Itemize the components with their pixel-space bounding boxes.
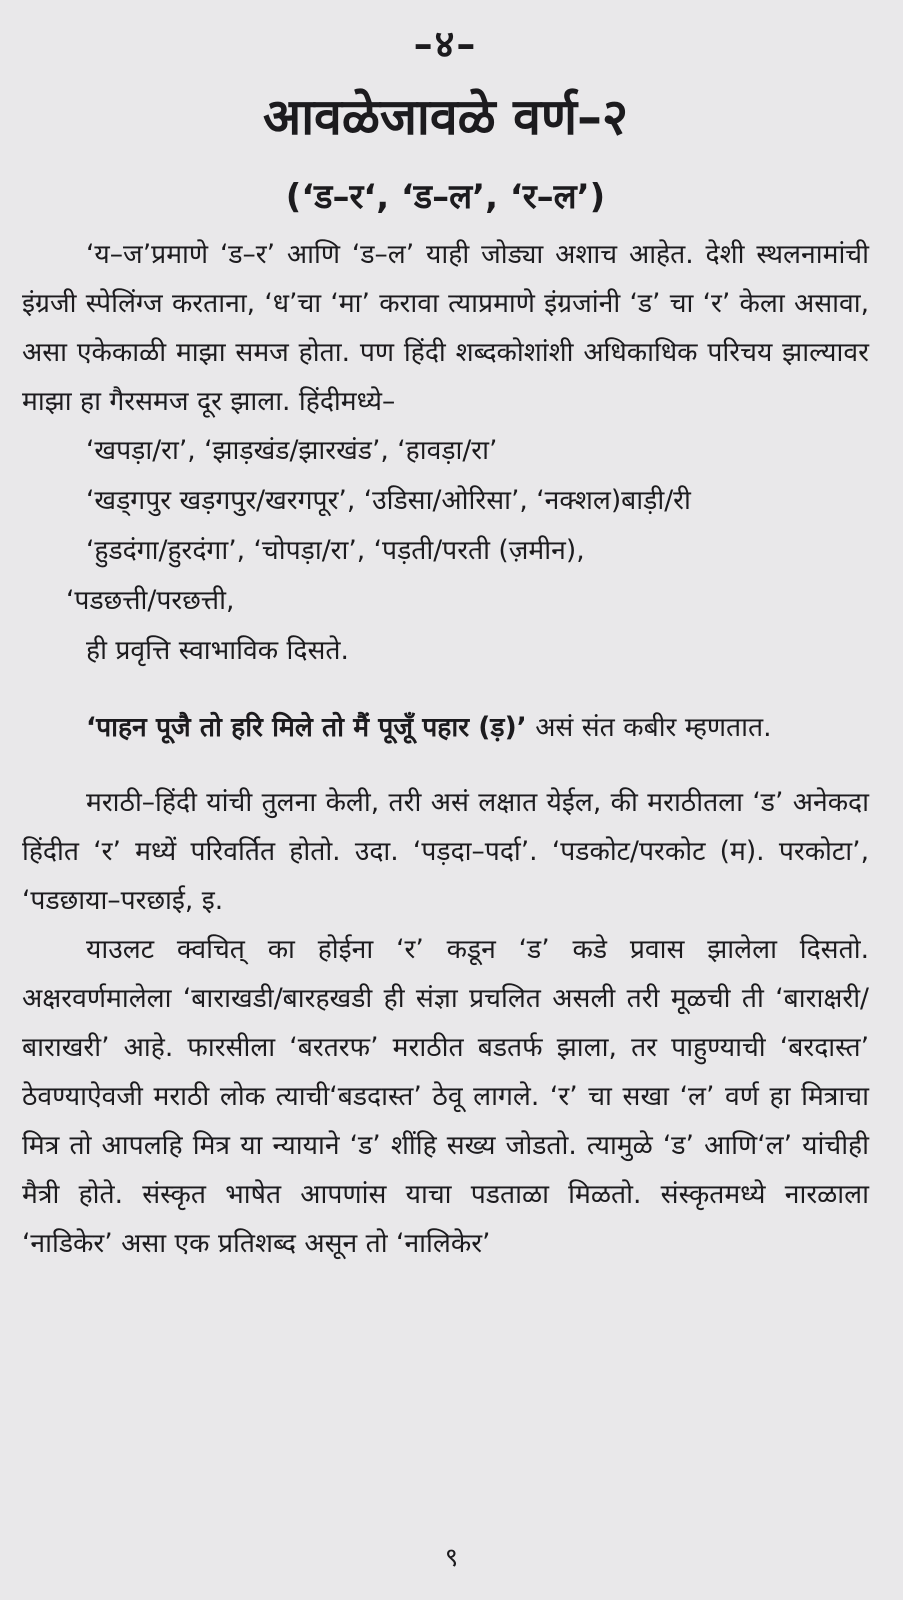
kabir-quote: ‘पाहन पूजै तो हरि मिले तो मैं पूजूँ पहार (ड़)’ [86, 711, 527, 743]
example-conclusion: ही प्रवृत्ति स्वाभाविक दिसते. [86, 635, 349, 666]
page-number: ९ [444, 1543, 459, 1573]
kabir-quote-attribution: असं संत कबीर म्हणतात. [526, 711, 772, 743]
kabir-quote-paragraph [22, 703, 869, 752]
paragraph-comparison: मराठी–हिंदी यांची तुलना केली, तरी असं लक्षात येईल, की मराठीतला ‘ड’ अनेकदा हिंदीत ‘र’ मध्यें परिवर्तित होतो. उदा. ‘पड़दा–पर्दा’. ‘पडकोट/परकोट (म). परकोटा’, ‘पडछाया–परछाई, इ. [22, 787, 869, 916]
chapter-number: –४– [413, 22, 478, 66]
example-line: ‘पडछत्ती/परछत्ती, [66, 585, 235, 616]
chapter-title: आवळेजावळे वर्ण–२ [262, 88, 629, 146]
example-line: ‘हुडदंगा/हुरदंगा’, ‘चोपड़ा/रा’, ‘पड़ती/परती (ज़मीन), [86, 535, 585, 566]
example-line: ‘खड्गपुर खड़गपुर/खरगपूर’, ‘उडिसा/ओरिसा’, ‘नक्शल)बाड़ी/री [86, 485, 691, 516]
paragraph-intro: ‘य–ज’प्रमाणे ‘ड–र’ आणि ‘ड–ल’ याही जोड्या अशाच आहेत. देशी स्थलनामांची इंग्रजी स्पेलिंग्ज करताना, ‘ध’चा ‘मा’ करावा त्याप्रमाणे इंग्रजांनी ‘ड’ चा ‘र’ केला असावा, असा एकेकाळी माझा समज होता. पण हिंदी शब्दकोशांशी अधिकाधिक परिचय झाल्यावर माझा हा गैरसमज दूर झाला. हिंदीमध्ये– [22, 239, 869, 417]
example-line: ‘खपड़ा/रा’, ‘झाड़खंड/झारखंड’, ‘हावड़ा/रा’ [86, 435, 498, 466]
paragraph-reverse: याउलट क्वचित् का होईना ‘र’ कडून ‘ड’ कडे प्रवास झालेला दिसतो. अक्षरवर्णमालेला ‘बाराखडी/बारहखडी ही संज्ञा प्रचलित असली तरी मूळची ती ‘बाराक्षरी/बाराखरी’ आहे. फारसीला ‘बरतरफ’ मराठीत बडतर्फ झाला, तर पाहुण्याची ‘बरदास्त’ ठेवण्याऐवजी मराठी लोक त्याची‘बडदास्त’ ठेवू लागले. ‘र’ चा सखा ‘ल’ वर्ण हा मित्राचा मित्र तो आपलहि मित्र या न्यायाने ‘ड’ शींहि सख्य जोडतो. त्यामुळे ‘ड’ आणि‘ल’ यांचीही मैत्री होते. संस्कृत भाषेत आपणांस याचा पडताळा मिळतो. संस्कृतमध्ये नारळाला ‘नाडिकेर’ असा एक प्रतिशब्द असून तो ‘नालिकेर’ [22, 934, 869, 1259]
chapter-subtitle: (‘ड–र‘, ‘ड–ल’, ‘र–ल’) [285, 177, 606, 217]
